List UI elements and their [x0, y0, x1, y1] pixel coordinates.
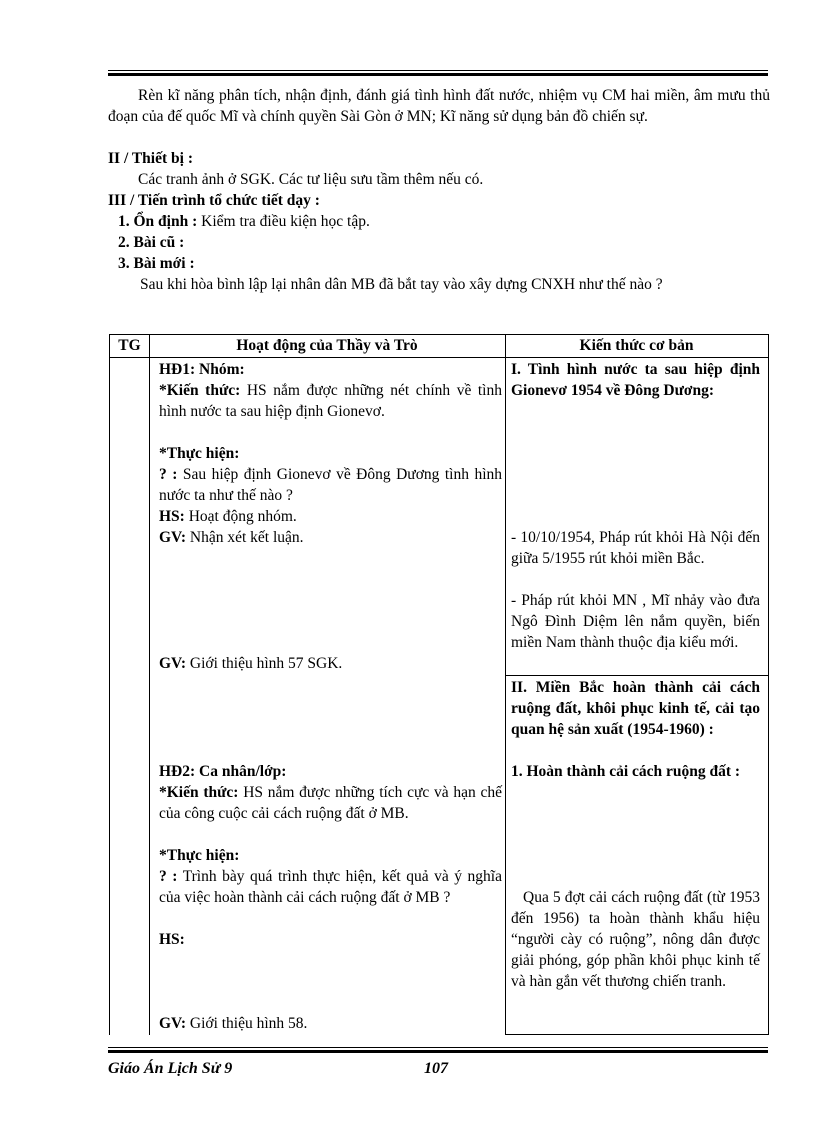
equipment-text: Các tranh ảnh ở SGK. Các tư liệu sưu tầm thêm nếu có. [138, 171, 484, 188]
hd1-student-label: HS: [159, 508, 185, 525]
hd2-implementation-label: *Thực hiện: [159, 847, 240, 864]
hd1-teacher-label-1: GV: [159, 529, 186, 546]
hd1-student-text: Hoạt động nhóm. [188, 508, 297, 525]
hd1-title: HĐ1: Nhóm: [159, 361, 245, 378]
hd2-teacher-text: Giới thiệu hình 58. [189, 1015, 308, 1032]
knowledge-section-divider [505, 675, 768, 676]
hd2-teacher-label: GV: [159, 1015, 186, 1032]
header-rule-thick [108, 73, 768, 76]
hd1-teacher-label-2: GV: [159, 655, 186, 672]
process-heading: III / Tiến trình tổ chức tiết dạy : [108, 192, 320, 209]
hd1-teacher-text-1: Nhận xét kết luận. [189, 529, 304, 546]
lead-in-question: Sau khi hòa bình lập lại nhân dân MB đã bắt tay vào xây dựng CNXH như thế nào ? [140, 276, 663, 293]
header-tg: TG [118, 337, 141, 354]
section-1-heading: I. Tình hình nước ta sau hiệp định Gionevơ 1954 về Đông Dương: [511, 361, 760, 399]
section-1-point-2: - Pháp rút khỏi MN , Mĩ nhảy vào đưa Ngô Đình Diệm lên nắm quyền, biến miền Nam thành thuộc địa kiểu mới. [511, 592, 760, 651]
hd2-teacher-figure [159, 1013, 502, 1034]
hd2-question-text: Trình bày quá trình thực hiện, kết quả và ý nghĩa của việc hoàn thành cải cách ruộng đất ở MB ? [159, 868, 502, 906]
hd1-knowledge-goal [159, 380, 502, 422]
section-1-point-1: - 10/10/1954, Pháp rút khỏi Hà Nội đến giữa 5/1955 rút khỏi miền Bắc. [511, 529, 760, 567]
hd2-knowledge-label: *Kiến thức: [159, 784, 239, 801]
hd1-student [159, 506, 502, 527]
hd1-knowledge-label: *Kiến thức: [159, 382, 241, 399]
hd2-question [159, 866, 502, 908]
header-row-divider [110, 357, 768, 358]
page-number: 107 [424, 1060, 448, 1077]
column-divider-1 [149, 335, 150, 1035]
section-2-text: Qua 5 đợt cải cách ruộng đất (từ 1953 đến 1956) ta hoàn thành khẩu hiệu “người cày có ruộng”, nông dân được giải phóng, góp phần khôi phục kinh tế và hàn gắn vết thương chiến tranh. [511, 889, 760, 990]
step-1 [118, 211, 780, 232]
footer-title: Giáo Án Lịch Sử 9 [108, 1060, 233, 1077]
section-2-subheading: 1. Hoàn thành cải cách ruộng đất : [511, 763, 741, 780]
hd2-title: HĐ2: Ca nhân/lớp: [159, 763, 287, 780]
hd2-question-label: ? : [159, 868, 178, 885]
hd2-knowledge-goal [159, 782, 502, 824]
hd1-question-text: Sau hiệp định Gionevơ về Đông Dương tình hình nước ta như thế nào ? [159, 466, 503, 504]
hd2-student-label: HS: [159, 931, 185, 948]
hd1-teacher-text-2: Giới thiệu hình 57 SGK. [189, 655, 343, 672]
step-3-label: 3. Bài mới : [118, 255, 195, 272]
knowledge-bottom-line [505, 1034, 768, 1035]
step-2-label: 2. Bài cũ : [118, 234, 185, 251]
hd1-question [159, 464, 502, 506]
step-1-text: Kiểm tra điều kiện học tập. [201, 213, 370, 230]
header-rule-thin [108, 70, 768, 71]
step-1-label: 1. Ổn định : [118, 213, 198, 230]
hd1-knowledge-text: HS nắm được những nét chính về tình hình nước ta sau hiệp định Gionevơ. [159, 382, 502, 420]
footer-rule-thick [108, 1050, 768, 1053]
footer-rule-thin [108, 1047, 768, 1048]
hd1-implementation-label: *Thực hiện: [159, 445, 240, 462]
hd1-question-label: ? : [159, 466, 178, 483]
skills-paragraph: Rèn kĩ năng phân tích, nhận định, đánh giá tình hình đất nước, nhiệm vụ CM hai miền, âm mưu thủ đoạn của đế quốc Mĩ và chính quyền Sài Gòn ở MN; Kĩ năng sử dụng bản đồ chiến sự. [108, 87, 770, 125]
hd2-knowledge-text: HS nắm được những tích cực và hạn chế của công cuộc cải cách ruộng đất ở MB. [159, 784, 502, 822]
column-divider-2 [505, 335, 506, 1035]
lesson-table [109, 334, 769, 1035]
header-activity: Hoạt động của Thầy và Trò [236, 337, 418, 354]
header-knowledge: Kiến thức cơ bản [579, 337, 694, 354]
hd1-teacher-figure [159, 653, 502, 674]
hd1-teacher-conclusion [159, 527, 502, 548]
equipment-heading: II / Thiết bị : [108, 150, 193, 167]
section-2-heading: II. Miền Bắc hoàn thành cải cách ruộng đất, khôi phục kinh tế, cải tạo quan hệ sản xuất (1954-1960) : [511, 679, 760, 738]
